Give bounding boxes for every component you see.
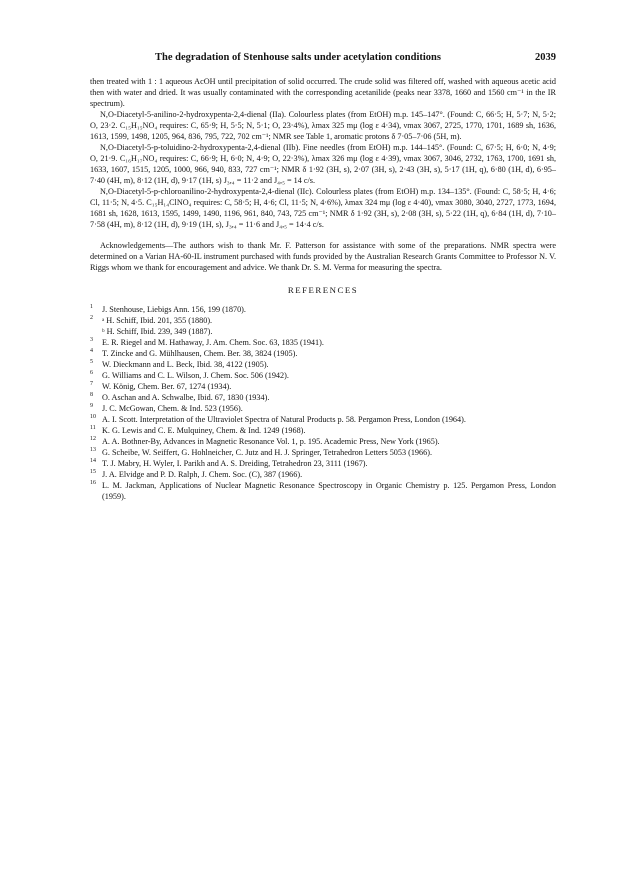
reference-number: 13 [90,447,96,453]
reference-number: 4 [90,348,93,354]
reference-item [90,370,556,381]
references-heading: REFERENCES [287,285,359,295]
paragraph-compound-IIa: N,O-Diacetyl-5-anilino-2-hydroxypenta-2,4-dienal (IIa). Colourless plates (from EtOH) m.p. 145–147°. (Found: C, 66·5; H, 5·7; N, 5·2; O, 23·2. C₁₅H₁₅NO₄ requires: C, 65·9; H, 5·5; N, 5·1; O, 23·4%), λmax 325 mμ (log ε 4·34), νmax 3067, 2725, 1770, 1701, 1689 sh, 1636, 1613, 1599, 1498, 1205, 964, 836, 795, 722, 702 cm⁻¹; NMR see Table 1, aromatic protons δ 7·05–7·06 (5H, m). [90,110,556,141]
reference-number: 3 [90,337,93,343]
page-number: 2039 [535,52,556,63]
reference-text: K. G. Lewis and C. E. Mulquiney, Chem. & Ind. 1249 (1968). [102,426,306,435]
reference-number: 16 [90,480,96,486]
reference-number: 11 [90,425,96,431]
reference-text: J. Stenhouse, Liebigs Ann. 156, 199 (1870). [102,305,246,314]
reference-item [90,447,556,458]
reference-text: L. M. Jackman, Applications of Nuclear Magnetic Resonance Spectroscopy in Organic Chemistry p. 125. Pergamon Press, London (1959). [102,481,556,501]
reference-text: ᵇ H. Schiff, Ibid. 239, 349 (1887). [102,327,213,336]
reference-text: E. R. Riegel and M. Hathaway, J. Am. Chem. Soc. 63, 1835 (1941). [102,338,324,347]
reference-text: A. A. Bothner-By, Advances in Magnetic Resonance Vol. 1, p. 195. Academic Press, New York (1965). [102,437,440,446]
paragraph-compound-IIc: N,O-Diacetyl-5-p-chloroanilino-2-hydroxypenta-2,4-dienal (IIc). Colourless plates (from EtOH) m.p. 134–135°. (Found: C, 58·5; H, 4·6; Cl, 11·5; N, 4·5. C₁₅H₁₄ClNO₄ requires: C, 58·5; H, 4·6; Cl, 11·5; N, 4·6%), λmax 324 mμ (log ε 4·40), νmax 3080, 3040, 2727, 1773, 1694, 1681 sh, 1628, 1613, 1595, 1499, 1490, 1196, 961, 840, 743, 725 cm⁻¹; NMR δ 1·92 (3H, s), 2·08 (3H, s), 5·22 (1H, q), 6·84 (1H, d), 7·10–7·58 (4H, m), 8·12 (1H, d), 9·19 (1H, s), J₃,₄ = 11·6 and J₄,₅ = 14·4 c/s. [90,187,556,229]
reference-item [90,392,556,403]
paragraph-continuation: then treated with 1 : 1 aqueous AcOH until precipitation of solid occurred. The crude solid was filtered off, washed with aqueous acetic acid then with water and dried. It was usually contaminated with the corresponding acetanilide (peaks near 3378, 1660 and 1560 cm⁻¹ in the IR spectrum). [90,77,556,108]
reference-text: O. Aschan and A. Schwalbe, Ibid. 67, 1830 (1934). [102,393,270,402]
reference-text: A. I. Scott. Interpretation of the Ultraviolet Spectra of Natural Products p. 58. Pergamon Press, London (1964). [102,415,466,424]
reference-number: 9 [90,403,93,409]
reference-text: W. Dieckmann and L. Beck, Ibid. 38, 4122 (1905). [102,360,269,369]
reference-text: G. Williams and C. L. Wilson, J. Chem. Soc. 506 (1942). [102,371,289,380]
reference-number: 14 [90,458,96,464]
acknowledgements: Acknowledgements—The authors wish to thank Mr. F. Patterson for assistance with some of the preparations. NMR spectra were determined on a Varian HA-60-IL instrument purchased with funds provided by the Australian Research Grants Committee to Professor N. V. Riggs whom we thank for encouragement and advice. We thank Dr. S. M. Verma for measuring the spectra. [90,241,556,272]
reference-text: ᵃ H. Schiff, Ibid. 201, 355 (1880). [102,316,213,325]
reference-text: G. Scheibe, W. Seiffert, G. Hohlneicher, C. Jutz and H. J. Springer, Tetrahedron Letters 5053 (1966). [102,448,432,457]
reference-item [90,480,556,502]
running-title: The degradation of Stenhouse salts under acetylation conditions [155,52,441,63]
reference-item [90,414,556,425]
reference-item [90,304,556,315]
reference-item [90,458,556,469]
reference-number: 8 [90,392,93,398]
reference-item [90,381,556,392]
reference-item [90,326,556,337]
reference-number: 12 [90,436,96,442]
reference-number: 2 [90,315,93,321]
reference-item [90,315,556,326]
reference-item [90,348,556,359]
reference-item [90,469,556,480]
reference-text: W. König, Chem. Ber. 67, 1274 (1934). [102,382,232,391]
reference-number: 6 [90,370,93,376]
reference-number: 15 [90,469,96,475]
reference-number: 5 [90,359,93,365]
article-body [90,76,556,502]
reference-item [90,425,556,436]
paragraph-compound-IIb: N,O-Diacetyl-5-p-toluidino-2-hydroxypenta-2,4-dienal (IIb). Fine needles (from EtOH) m.p. 144–145°. (Found: C, 67·5; H, 6·0; N, 4·9; O, 21·9. C₁₆H₁₇NO₄ requires: C, 66·9; H, 6·0; N, 4·9; O, 22·3%), λmax 326 mμ (log ε 4·39), νmax 3067, 3046, 2732, 1763, 1700, 1691 sh, 1633, 1607, 1515, 1205, 1000, 966, 940, 833, 727 cm⁻¹; NMR δ 1·92 (3H, s), 2·07 (3H, s), 2·43 (3H, s), 5·17 (1H, q), 6·80 (1H, d), 6·95–7·40 (4H, m), 8·12 (1H, d), 9·17 (1H, s) J₃,₄ = 11·2 and J₄,₅ = 14 c/s. [90,143,556,185]
reference-text: T. J. Mabry, H. Wyler, I. Parikh and A. S. Dreiding, Tetrahedron 23, 3111 (1967). [102,459,368,468]
reference-list [90,304,556,502]
reference-item [90,359,556,370]
reference-item [90,337,556,348]
reference-item [90,403,556,414]
reference-text: T. Zincke and G. Mühlhausen, Chem. Ber. 38, 3824 (1905). [102,349,298,358]
reference-text: J. A. Elvidge and P. D. Ralph, J. Chem. Soc. (C), 387 (1966). [102,470,303,479]
reference-number: 1 [90,304,93,310]
reference-item [90,436,556,447]
reference-text: J. C. McGowan, Chem. & Ind. 523 (1956). [102,404,243,413]
reference-number: 7 [90,381,93,387]
reference-number: 10 [90,414,96,420]
